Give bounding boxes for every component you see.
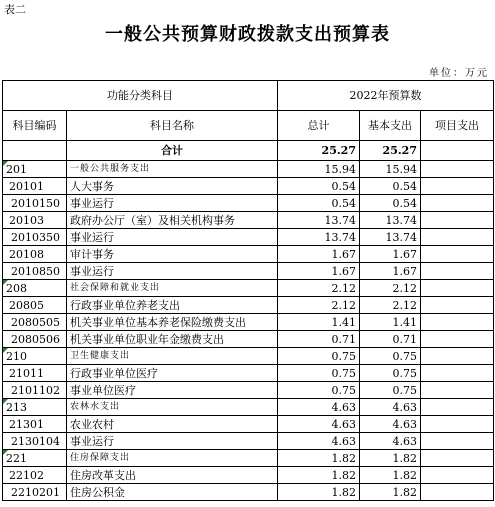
row-total: 1.67 (278, 246, 360, 263)
row-basic: 1.67 (360, 263, 421, 280)
row-total: 1.82 (278, 467, 360, 484)
row-total: 1.67 (278, 263, 360, 280)
table-row (3, 246, 494, 263)
row-project (421, 229, 494, 246)
row-name: 行政事业单位养老支出 (67, 297, 278, 314)
row-code: 208 (3, 280, 67, 297)
row-name: 人大事务 (67, 178, 278, 195)
table-row (3, 348, 494, 365)
row-total: 0.75 (278, 382, 360, 399)
table-row (3, 161, 494, 178)
row-basic: 1.67 (360, 246, 421, 263)
row-code: 20108 (3, 246, 67, 263)
row-name: 住房改革支出 (67, 467, 278, 484)
row-code: 2101102 (3, 382, 67, 399)
row-project (421, 246, 494, 263)
row-total: 0.71 (278, 331, 360, 348)
table-row (3, 467, 494, 484)
totals-total: 25.27 (278, 141, 360, 161)
row-total: 4.63 (278, 433, 360, 450)
row-name: 住房保障支出 (67, 450, 278, 467)
row-project (421, 382, 494, 399)
row-project (421, 467, 494, 484)
table-row (3, 195, 494, 212)
row-project (421, 161, 494, 178)
row-total: 0.75 (278, 365, 360, 382)
row-basic: 0.75 (360, 348, 421, 365)
row-basic: 0.75 (360, 365, 421, 382)
row-project (421, 348, 494, 365)
row-basic: 13.74 (360, 212, 421, 229)
row-total: 2.12 (278, 297, 360, 314)
row-basic: 4.63 (360, 399, 421, 416)
row-name: 事业运行 (67, 229, 278, 246)
row-name: 卫生健康支出 (67, 348, 278, 365)
row-name: 事业运行 (67, 433, 278, 450)
row-basic: 0.75 (360, 382, 421, 399)
row-basic: 1.82 (360, 450, 421, 467)
code-column-header: 科目编码 (3, 111, 67, 141)
table-row (3, 229, 494, 246)
func-class-header: 功能分类科目 (3, 81, 278, 111)
row-code: 2080505 (3, 314, 67, 331)
table-row (3, 331, 494, 348)
row-name: 行政事业单位医疗 (67, 365, 278, 382)
totals-code-cell (3, 141, 67, 161)
table-row (3, 263, 494, 280)
row-basic: 0.54 (360, 178, 421, 195)
table-body (3, 161, 494, 501)
row-basic: 0.71 (360, 331, 421, 348)
row-name: 农林水支出 (67, 399, 278, 416)
row-basic: 1.82 (360, 467, 421, 484)
row-code: 2010350 (3, 229, 67, 246)
row-total: 0.75 (278, 348, 360, 365)
table-row (3, 382, 494, 399)
table-number-label: 表二 (4, 3, 26, 16)
row-basic: 1.41 (360, 314, 421, 331)
table-row (3, 297, 494, 314)
row-total: 13.74 (278, 229, 360, 246)
row-name: 一般公共服务支出 (67, 161, 278, 178)
row-project (421, 365, 494, 382)
totals-project (421, 141, 494, 161)
row-name: 政府办公厅（室）及相关机构事务 (67, 212, 278, 229)
row-project (421, 416, 494, 433)
total-column-header: 总计 (278, 111, 360, 141)
row-total: 0.54 (278, 178, 360, 195)
row-basic: 2.12 (360, 280, 421, 297)
row-project (421, 433, 494, 450)
row-total: 13.74 (278, 212, 360, 229)
row-name: 审计事务 (67, 246, 278, 263)
row-project (421, 178, 494, 195)
row-total: 1.82 (278, 484, 360, 501)
row-code: 20101 (3, 178, 67, 195)
row-basic: 4.63 (360, 433, 421, 450)
table-row (3, 280, 494, 297)
table-row (3, 399, 494, 416)
row-project (421, 450, 494, 467)
row-code: 210 (3, 348, 67, 365)
table-row (3, 484, 494, 501)
row-basic: 4.63 (360, 416, 421, 433)
page-title: 一般公共预算财政拨款支出预算表 (105, 24, 390, 45)
row-total: 0.54 (278, 195, 360, 212)
row-code: 20103 (3, 212, 67, 229)
row-basic: 13.74 (360, 229, 421, 246)
row-name: 事业运行 (67, 195, 278, 212)
table-row (3, 178, 494, 195)
totals-label: 合计 (67, 141, 278, 161)
table-row (3, 212, 494, 229)
budget-table (2, 80, 494, 501)
row-code: 201 (3, 161, 67, 178)
row-name: 农业农村 (67, 416, 278, 433)
row-project (421, 484, 494, 501)
row-project (421, 331, 494, 348)
basic-column-header: 基本支出 (360, 111, 421, 141)
row-code: 213 (3, 399, 67, 416)
row-project (421, 297, 494, 314)
row-name: 事业单位医疗 (67, 382, 278, 399)
row-total: 15.94 (278, 161, 360, 178)
budget-year-header: 2022年预算数 (278, 81, 494, 111)
row-code: 2210201 (3, 484, 67, 501)
unit-label: 单位：万元 (429, 68, 489, 79)
row-project (421, 314, 494, 331)
row-total: 1.41 (278, 314, 360, 331)
row-basic: 15.94 (360, 161, 421, 178)
row-code: 2130104 (3, 433, 67, 450)
name-column-header: 科目名称 (67, 111, 278, 141)
totals-basic: 25.27 (360, 141, 421, 161)
row-total: 4.63 (278, 416, 360, 433)
table-row (3, 365, 494, 382)
row-code: 21301 (3, 416, 67, 433)
table-row (3, 433, 494, 450)
table-row (3, 416, 494, 433)
row-project (421, 263, 494, 280)
row-total: 2.12 (278, 280, 360, 297)
row-code: 221 (3, 450, 67, 467)
row-name: 社会保障和就业支出 (67, 280, 278, 297)
row-project (421, 399, 494, 416)
row-project (421, 280, 494, 297)
row-basic: 1.82 (360, 484, 421, 501)
row-basic: 0.54 (360, 195, 421, 212)
row-name: 机关事业单位职业年金缴费支出 (67, 331, 278, 348)
row-code: 2080506 (3, 331, 67, 348)
row-basic: 2.12 (360, 297, 421, 314)
row-project (421, 195, 494, 212)
row-code: 2010850 (3, 263, 67, 280)
row-name: 事业运行 (67, 263, 278, 280)
row-total: 4.63 (278, 399, 360, 416)
row-code: 22102 (3, 467, 67, 484)
project-column-header: 项目支出 (421, 111, 494, 141)
row-code: 20805 (3, 297, 67, 314)
row-code: 21011 (3, 365, 67, 382)
row-total: 1.82 (278, 450, 360, 467)
table-row (3, 314, 494, 331)
row-name: 机关事业单位基本养老保险缴费支出 (67, 314, 278, 331)
row-project (421, 212, 494, 229)
table-row (3, 450, 494, 467)
row-code: 2010150 (3, 195, 67, 212)
row-name: 住房公积金 (67, 484, 278, 501)
